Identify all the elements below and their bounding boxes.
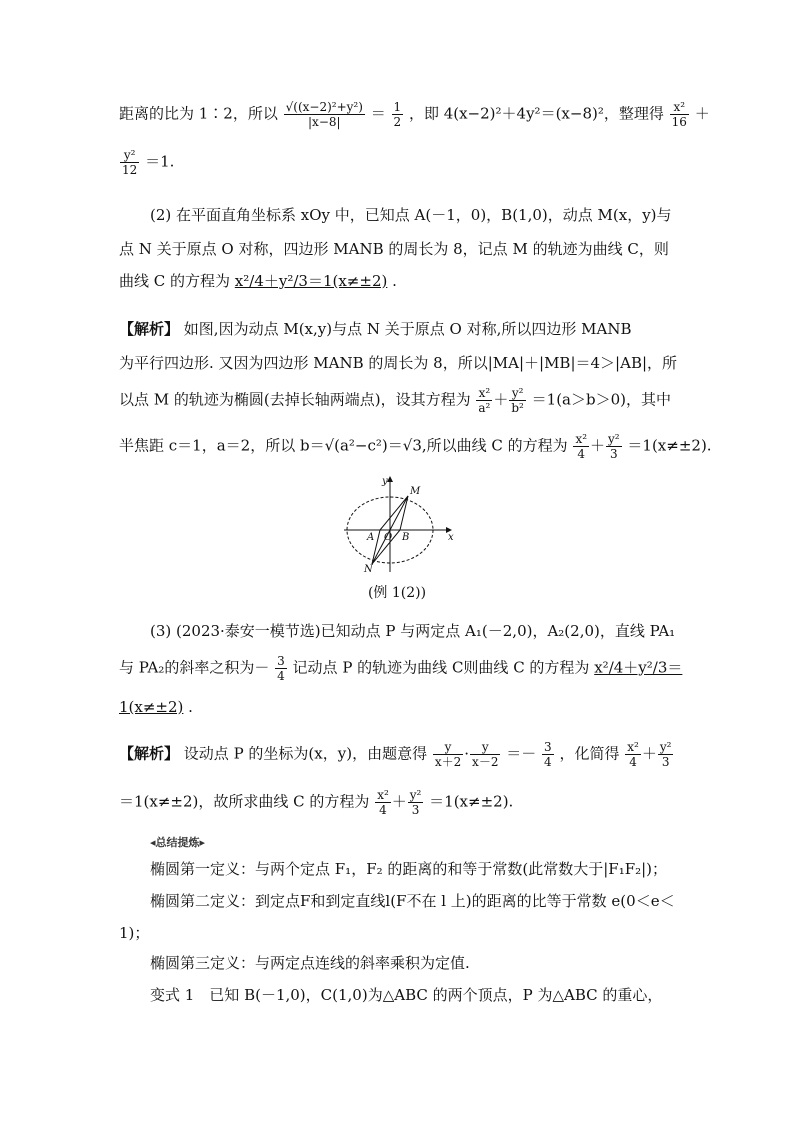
fraction: $\frac{\text{x²}}{4}$ [627,740,639,769]
summary-def1: 椭圆第一定义：与两个定点 F₁，F₂ 的距离的和等于常数(此常数大于|F₁F₂|)； [150,860,668,878]
fraction: $\frac{\text{y²}}{\text{b²}}$ [511,386,524,415]
fraction: $\frac{\text{x²}}{16}$ [671,100,687,129]
fraction: $\frac{\text{x²}}{\text{a²}}$ [478,386,491,415]
part2-solution-line2: 为平行四边形. 又因为四边形 MANB 的周长为 8，所以|MA|＋|MB|＝4＞|AB|，所 [119,354,678,372]
label-m: M [410,486,421,497]
y-axis-arrow [387,476,393,482]
part2-solution-line4: 半焦距 c＝1，a＝2，所以 b＝√(a²−c²)＝√3,所以曲线 C 的方程为 $\frac{\text{x²}}{4}$ ＋ $\frac{\text{y²}}{3}$ ＝1(x≠±2). [119,432,712,461]
part3-question-line2: 与 PA₂的斜率之积为－ $\frac{3}{4}$ 记动点 P 的轨迹为曲线 C则曲线 C 的方程为 x²/4＋y²/3＝ [119,654,683,683]
answer-blank: x²/4＋y²/3＝1(x≠±2) [234,272,388,290]
fraction: $\frac{\text{x²}}{4}$ [575,432,588,461]
label-b: B [402,532,410,543]
summary-def3: 椭圆第三定义：与两定点连线的斜率乘积为定值. [150,954,470,972]
part1-line1: 距离的比为 1∶2，所以 $\frac{\text{√((x−2)²+y²)}}{|x-8|}$ ＝ $\frac{1}{2}$ ，即 4(x−2)²＋4y²＝(x−8)²，整理得 $\frac{\text{x²}}{16}$ ＋ [119,100,710,129]
label-n: N [364,564,373,574]
summary-def2: 椭圆第二定义：到定点F和到定直线l(F不在 l 上)的距离的比等于常数 e(0＜e＜ [150,892,675,910]
answer-blank-part2: 1(x≠±2) [119,698,184,716]
fraction: $\frac{3}{4}$ [277,654,285,683]
variant-1: 变式 1 已知 B(－1,0)，C(1,0)为△ABC 的两个顶点，P 为△ABC 的重心， [150,986,663,1004]
part2-solution-line1: 【解析】 如图,因为动点 M(x,y)与点 N 关于原点 O 对称,所以四边形 MANB [119,320,632,338]
part3-solution-line1: 【解析】 设动点 P 的坐标为(x，y)，由题意得 $\frac{y}{x+2}$ · $\frac{y}{x-2}$ ＝－ $\frac{3}{4}$ ，化简得 $\frac{\text{x²}}{4}$ ＋ $\frac{\text{y²}}{3}$ [119,740,672,769]
part2-question-line3: 曲线 C 的方程为 x²/4＋y²/3＝1(x≠±2) . [119,272,397,290]
part3-question-line3: 1(x≠±2) . [119,698,193,716]
fraction: $\frac{y}{x-2}$ [472,740,499,769]
fraction: $\frac{\text{x²}}{4}$ [377,788,389,817]
part2-question-line1: (2) 在平面直角坐标系 xOy 中，已知点 A(－1，0)，B(1,0)，动点 M(x，y)与 [150,206,672,224]
answer-blank-part1: x²/4＋y²/3＝ [594,658,683,677]
part2-question-line2: 点 N 关于原点 O 对称，四边形 MANB 的周长为 8，记点 M 的轨迹为曲线 C，则 [119,240,669,258]
fraction: $\frac{\text{y²}}{12}$ [122,148,138,177]
fraction: $\frac{1}{2}$ [393,100,402,129]
part2-solution-line3: 以点 M 的轨迹为椭圆(去掉长轴两端点)，设其方程为 $\frac{\text{x²}}{\text{a²}}$ ＋ $\frac{\text{y²}}{\text{b²}}$ ＝1(a＞b＞0)，其中 [119,386,671,415]
fraction: $\frac{\text{y²}}{3}$ [409,788,422,817]
label-x: x [448,532,454,543]
summary-def2-cont: 1)； [119,924,150,942]
fraction: $\frac{\text{y²}}{3}$ [659,740,672,769]
summary-title: ◂总结提炼▸ [150,836,206,849]
part3-question-line1: (3) (2023·泰安一模节选)已知动点 P 与两定点 A₁(－2,0)，A₂(2,0)，直线 PA₁ [150,622,676,640]
solution-tag: 【解析】 [119,744,180,763]
figure-caption: (例 1(2)) [367,585,427,601]
solution-tag: 【解析】 [119,320,180,338]
label-y: y [382,476,388,487]
fraction: $\frac{\text{y²}}{3}$ [608,432,620,461]
part3-solution-line2: ＝1(x≠±2)，故所求曲线 C 的方程为 $\frac{\text{x²}}{4}$ ＋ $\frac{\text{y²}}{3}$ ＝1(x≠±2). [119,788,514,817]
fraction: $\frac{y}{x+2}$ [434,740,462,769]
fraction: $\frac{\text{√((x−2)²+y²)}}{|x-8|}$ [285,100,363,129]
part1-line2: $\frac{\text{y²}}{12}$ ＝1. [122,148,175,177]
label-a: A [367,532,375,543]
label-o: O [384,532,393,543]
fraction: $\frac{3}{4}$ [544,740,552,769]
ellipse-figure [342,474,458,574]
